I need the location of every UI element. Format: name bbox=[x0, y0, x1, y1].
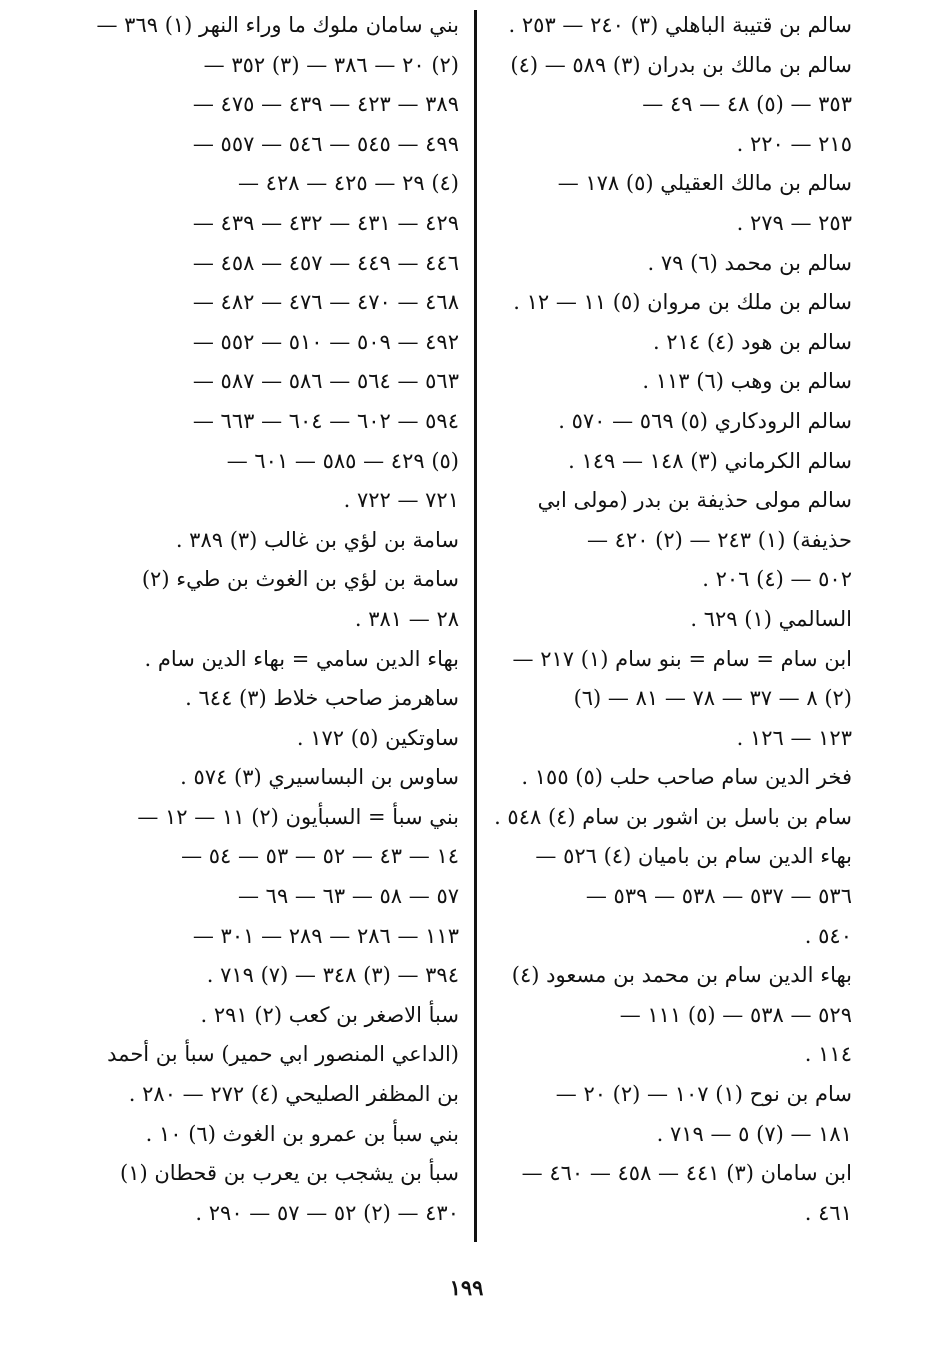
index-entry-line: سام بن باسل بن اشور بن سام (٤) ٥٤٨ . bbox=[494, 804, 852, 829]
index-entry-line: بني سبأ بن عمرو بن الغوث (٦) ١٠ . bbox=[145, 1121, 459, 1146]
index-entry-line: سامة بن لؤي بن غالب (٣) ٣٨٩ . bbox=[175, 527, 459, 552]
index-entry-line: ساوتكين (٥) ١٧٢ . bbox=[296, 725, 459, 750]
index-entry-line: ٤٩٢ — ٥٠٩ — ٥١٠ — ٥٥٢ — bbox=[192, 329, 459, 354]
index-entry-line: ٥٦٣ — ٥٦٤ — ٥٨٦ — ٥٨٧ — bbox=[192, 369, 459, 394]
index-entry-line: ابن سامان (٣) ٤٤١ — ٤٥٨ — ٤٦٠ — bbox=[521, 1161, 852, 1186]
index-entry-line: بني سامان ملوك ما وراء النهر (١) ٣٦٩ — bbox=[96, 13, 459, 37]
index-entry-line: ٥٢٩ — ٥٣٨ — (٥) ١١١ — bbox=[619, 1002, 852, 1027]
page-number: ١٩٩ bbox=[449, 1275, 484, 1300]
index-entry-line: سالم بن قتيبة الباهلي (٣) ٢٤٠ — ٢٥٣ . bbox=[508, 13, 852, 37]
index-entry-line: ١٤ — ٤٣ — ٥٢ — ٥٣ — ٥٤ — bbox=[181, 844, 459, 869]
index-entry-line: ٥٧ — ٥٨ — ٦٣ — ٦٩ — bbox=[237, 884, 459, 909]
index-entry-line: فخر الدين سام صاحب حلب (٥) ١٥٥ . bbox=[521, 765, 852, 790]
index-entry-line: سالم الكرماني (٣) ١٤٨ — ١٤٩ . bbox=[568, 448, 852, 473]
index-entry-line: حذيفة) (١) ٢٤٣ — (٢) ٤٢٠ — bbox=[586, 527, 852, 552]
index-entry-line: (الداعي المنصور ابي حمير) سبأ بن أحمد bbox=[107, 1042, 459, 1067]
index-entry-line: بهاء الدين سام بن محمد بن مسعود (٤) bbox=[511, 963, 852, 988]
index-entry-line: ٤٤٦ — ٤٤٩ — ٤٥٧ — ٤٥٨ — bbox=[192, 250, 459, 275]
index-entry-line: (٢) ٨ — ٣٧ — ٧٨ — ٨١ — (٦) bbox=[573, 686, 852, 711]
index-entry-line: سالم بن مالك بن بدران (٣) ٥٨٩ — (٤) bbox=[510, 52, 852, 77]
index-entry-line: سالم مولى حذيفة بن بدر (مولى ابي bbox=[537, 488, 852, 513]
index-entry-line: ٥٠٢ — (٤) ٢٠٦ . bbox=[702, 567, 852, 592]
index-entry-line: ١٨١ — (٧) ٥ — ٧١٩ . bbox=[656, 1121, 852, 1146]
index-entry-line: ٥٤٠ . bbox=[804, 923, 852, 948]
index-entry-line: ساوس بن البساسيري (٣) ٥٧٤ . bbox=[180, 765, 459, 790]
index-entry-line: سالم بن مالك العقيلي (٥) ١٧٨ — bbox=[557, 171, 852, 196]
index-entry-line: بن المظفر الصليحي (٤) ٢٧٢ — ٢٨٠ . bbox=[128, 1082, 459, 1107]
column-divider bbox=[474, 10, 477, 1242]
index-entry-line: سامة بن لؤي بن الغوث بن طيء (٢) bbox=[141, 567, 459, 592]
index-entry-line: سالم بن محمد (٦) ٧٩ . bbox=[647, 250, 852, 275]
index-column-left bbox=[96, 6, 459, 1233]
index-entry-line: ١١٤ . bbox=[804, 1042, 852, 1067]
index-entry-line: ٥٣٦ — ٥٣٧ — ٥٣٨ — ٥٣٩ — bbox=[585, 884, 852, 909]
index-entry-line: سالم الرودكاري (٥) ٥٦٩ — ٥٧٠ . bbox=[558, 408, 852, 433]
index-entry-line: ٤٢٩ — ٤٣١ — ٤٣٢ — ٤٣٩ — bbox=[192, 210, 459, 235]
index-entry-line: بني سبأ = السبأيون (٢) ١١ — ١٢ — bbox=[137, 804, 459, 829]
index-entry-line: (٤) ٢٩ — ٤٢٥ — ٤٢٨ — bbox=[237, 171, 459, 196]
index-entry-line: ٣٩٤ — (٣) ٣٤٨ — (٧) ٧١٩ . bbox=[206, 963, 459, 988]
index-entry-line: سبأ بن يشجب بن يعرب بن قحطان (١) bbox=[120, 1161, 459, 1186]
index-entry-line: ٤٣٠ — (٢) ٥٢ — ٥٧ — ٢٩٠ . bbox=[195, 1200, 459, 1225]
index-entry-line: ٤٦١ . bbox=[804, 1200, 852, 1225]
index-entry-line: سالم بن ملك بن مروان (٥) ١١ — ١٢ . bbox=[513, 290, 852, 315]
index-entry-line: ١١٣ — ٢٨٦ — ٢٨٩ — ٣٠١ — bbox=[192, 923, 459, 948]
index-column-right bbox=[494, 6, 852, 1233]
index-entry-line: (٥) ٤٢٩ — ٥٨٥ — ٦٠١ — bbox=[226, 448, 459, 473]
index-entry-line: بهاء الدين سام بن باميان (٤) ٥٢٦ — bbox=[535, 844, 852, 869]
index-entry-line: سالم بن هود (٤) ٢١٤ . bbox=[652, 329, 852, 354]
index-entry-line: ٢٨ — ٣٨١ . bbox=[354, 606, 459, 631]
index-entry-line: سالم بن وهب (٦) ١١٣ . bbox=[642, 369, 852, 394]
index-entry-line: بهاء الدين سامي = بهاء الدين سام . bbox=[144, 646, 459, 671]
index-entry-line: ساهرمز صاحب خلاط (٣) ٦٤٤ . bbox=[185, 686, 459, 711]
index-entry-line: ٢١٥ — ٢٢٠ . bbox=[736, 131, 852, 156]
index-entry-line: ٤٩٩ — ٥٤٥ — ٥٤٦ — ٥٥٧ — bbox=[192, 131, 459, 156]
index-entry-line: ٣٨٩ — ٤٢٣ — ٤٣٩ — ٤٧٥ — bbox=[192, 92, 459, 117]
index-entry-line: ٣٥٣ — (٥) ٤٨ — ٤٩ — bbox=[642, 92, 852, 117]
index-entry-line: سام بن نوح (١) ١٠٧ — (٢) ٢٠ — bbox=[555, 1082, 852, 1107]
index-entry-line: (٢) ٢٠ — ٣٨٦ — (٣) ٣٥٢ — bbox=[203, 52, 459, 77]
index-entry-line: سبأ الاصغر بن كعب (٢) ٢٩١ . bbox=[200, 1002, 459, 1027]
index-entry-line: ١٢٣ — ١٢٦ . bbox=[736, 725, 852, 750]
index-entry-line: ٧٢١ — ٧٢٢ . bbox=[343, 488, 459, 513]
index-entry-line: ابن سام = سام = بنو سام (١) ٢١٧ — bbox=[512, 646, 852, 671]
index-entry-line: السالمي (١) ٦٢٩ . bbox=[690, 606, 852, 631]
index-entry-line: ٥٩٤ — ٦٠٢ — ٦٠٤ — ٦٦٣ — bbox=[192, 408, 459, 433]
index-entry-line: ٢٥٣ — ٢٧٩ . bbox=[736, 210, 852, 235]
index-entry-line: ٤٦٨ — ٤٧٠ — ٤٧٦ — ٤٨٢ — bbox=[192, 290, 459, 315]
